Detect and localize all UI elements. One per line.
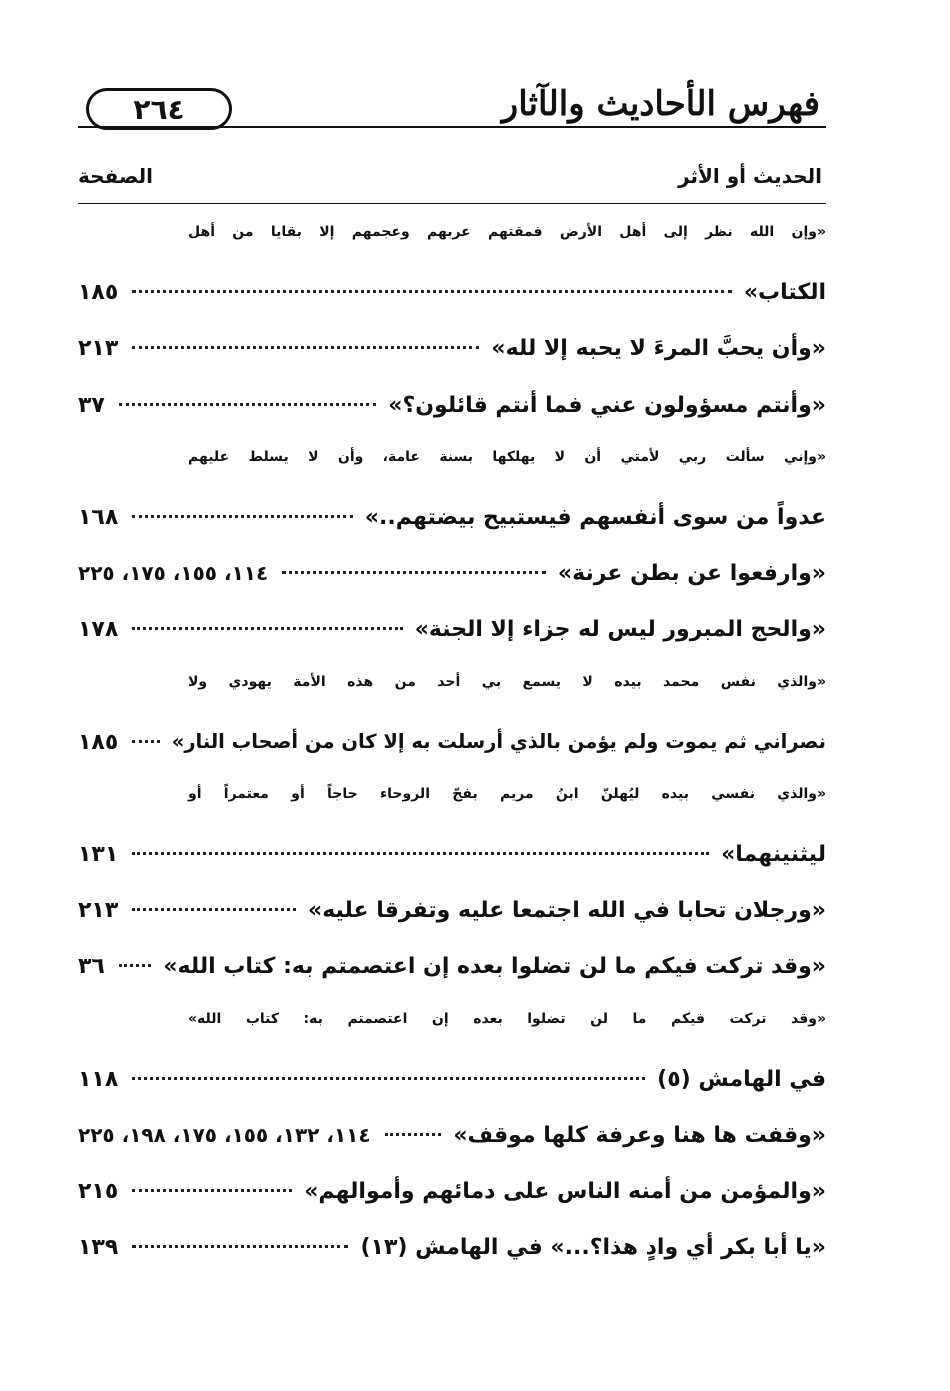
entry-text: «وارفعوا عن بطن عرنة»	[557, 561, 826, 587]
dot-leader	[119, 964, 151, 967]
entry-text: «وقد تركت فيكم ما لن تضلوا بعده إن اعتصمتم به: كتاب الله»	[188, 1010, 826, 1027]
dot-leader	[132, 1189, 292, 1192]
page-number: ٢٦٤	[133, 92, 185, 126]
index-line	[78, 830, 826, 886]
column-header-rule	[78, 203, 826, 204]
column-header-page: الصفحة	[78, 164, 154, 188]
page-reference: ٣٦	[78, 954, 105, 980]
index-line	[78, 381, 826, 437]
index-line	[78, 662, 826, 718]
dot-leader	[132, 515, 353, 518]
entry-text: الكتاب»	[743, 280, 826, 306]
entry-text: «والذي نفس محمد بيده لا يسمع بي أحد من هذه الأمة يهودي ولا	[188, 673, 826, 690]
dot-leader	[132, 290, 732, 293]
page-reference: ١١٨	[78, 1066, 119, 1092]
entry-text: ليثنينهما»	[721, 842, 826, 868]
index-line	[78, 718, 826, 774]
entry-text: عدواً من سوى أنفسهم فيستبيح بيضتهم..»	[364, 504, 826, 530]
index-line	[78, 605, 826, 661]
page-reference: ٢١٣	[78, 336, 119, 362]
entry-text: «وقد تركت فيكم ما لن تضلوا بعده إن اعتصمتم به: كتاب الله»	[163, 954, 826, 980]
running-title: فهرس الأحاديث والآثار	[501, 84, 820, 124]
dot-leader	[132, 908, 296, 911]
page-reference: ١٣٩	[78, 1235, 119, 1261]
index-line	[78, 942, 826, 998]
column-header-hadith: الحديث أو الأثر	[678, 164, 822, 188]
page-reference: ١٣١	[78, 842, 119, 868]
index-line	[78, 268, 826, 324]
entry-text: «وإني سألت ربي لأمتي أن لا يهلكها بسنة عامة، وأن لا يسلط عليهم	[188, 448, 826, 465]
index-line	[78, 886, 826, 942]
page-reference: ٢١٣	[78, 898, 119, 924]
entry-text: «يا أبا بكر أي وادٍ هذا؟...» في الهامش (١٣)	[360, 1235, 826, 1261]
index-entries	[78, 212, 826, 1280]
entry-text: «ورجلان تحابا في الله اجتمعا عليه وتفرقا عليه»	[308, 898, 826, 924]
index-line	[78, 212, 826, 268]
entry-text: نصراني ثم يموت ولم يؤمن بالذي أرسلت به إلا كان من أصحاب النار»	[171, 729, 826, 753]
index-line	[78, 774, 826, 830]
index-line	[78, 493, 826, 549]
index-line	[78, 1055, 826, 1111]
index-line	[78, 1167, 826, 1223]
index-line	[78, 549, 826, 605]
entry-text: «وقفت ها هنا وعرفة كلها موقف»	[453, 1123, 826, 1148]
entry-text: في الهامش (٥)	[657, 1066, 826, 1092]
page-reference: ٢١٥	[78, 1179, 119, 1205]
dot-leader	[385, 1133, 441, 1136]
index-line	[78, 1111, 826, 1167]
entry-text: «وأن يحبَّ المرءَ لا يحبه إلا لله»	[491, 336, 826, 362]
dot-leader	[132, 1245, 348, 1248]
index-line	[78, 324, 826, 380]
page-reference: ١٦٨	[78, 504, 119, 530]
entry-text: «والحج المبرور ليس له جزاء إلا الجنة»	[414, 617, 826, 643]
entry-text: «والذي نفسي بيده ليُهلنّ ابنُ مريم بفجّ الروحاء حاجاً أو معتمراً أو	[188, 785, 826, 802]
dot-leader	[132, 627, 403, 630]
index-line	[78, 999, 826, 1055]
page-reference: ١١٤، ١٣٢، ١٥٥، ١٧٥، ١٩٨، ٢٢٥	[78, 1123, 371, 1147]
dot-leader	[132, 852, 709, 855]
dot-leader	[132, 1077, 645, 1080]
page-reference: ١٨٥	[78, 280, 119, 306]
entry-text: «وإن الله نظر إلى أهل الأرض فمقتهم عربهم وعجمهم إلا بقايا من أهل	[188, 224, 826, 240]
dot-leader	[132, 740, 160, 743]
page-reference: ١٨٥	[78, 729, 119, 755]
index-line	[78, 1223, 826, 1279]
entry-text: «والمؤمن من أمنه الناس على دمائهم وأموالهم»	[304, 1179, 826, 1205]
page-reference: ١١٤، ١٥٥، ١٧٥، ٢٢٥	[78, 561, 269, 586]
dot-leader	[132, 346, 479, 349]
index-line	[78, 437, 826, 493]
page-number-badge	[86, 88, 232, 130]
dot-leader	[282, 571, 546, 574]
entry-text: «وأنتم مسؤولون عني فما أنتم قائلون؟»	[388, 392, 826, 418]
page-header	[70, 82, 830, 140]
page-reference: ٣٧	[78, 392, 105, 418]
dot-leader	[119, 403, 376, 406]
column-headers	[78, 164, 826, 200]
header-rule	[78, 126, 826, 128]
page-reference: ١٧٨	[78, 617, 119, 643]
